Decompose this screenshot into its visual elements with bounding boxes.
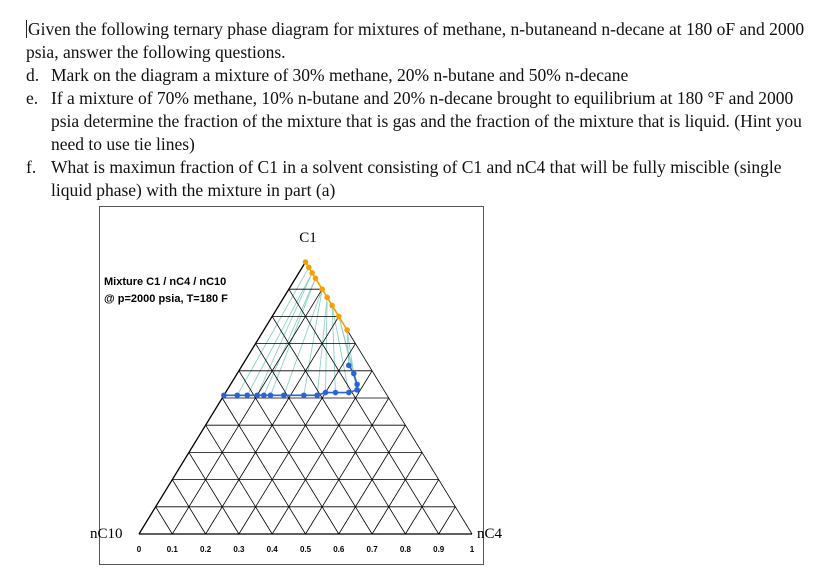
- tie-line: [264, 278, 316, 395]
- tick-label: 0.2: [200, 545, 212, 554]
- dew-point: [313, 276, 319, 282]
- tick-label: 0.9: [433, 545, 445, 554]
- item-label: f.: [26, 157, 37, 177]
- vertex-label-c1: C1: [299, 230, 317, 246]
- bubble-point: [333, 390, 339, 396]
- tick-label: 0.5: [299, 545, 312, 554]
- bubble-point: [323, 390, 329, 396]
- grid-line-nc10: [222, 398, 305, 534]
- bubble-point: [221, 392, 227, 398]
- bubble-point: [354, 382, 360, 388]
- bubble-point: [351, 371, 357, 377]
- grid-line-nc4: [172, 289, 322, 534]
- dew-point: [303, 259, 309, 265]
- tick-label: 0.1: [166, 545, 178, 554]
- tie-line: [247, 273, 312, 395]
- tick-label: 1: [469, 545, 475, 554]
- question-item-d: [26, 64, 806, 87]
- item-label: d.: [26, 65, 40, 85]
- tick-label: 0.4: [266, 545, 278, 554]
- question-text: [26, 18, 806, 202]
- dew-point: [336, 314, 342, 320]
- tie-line: [257, 273, 312, 395]
- grid-line-nc4: [239, 344, 356, 534]
- bubble-point: [268, 392, 274, 398]
- bubble-point: [301, 392, 307, 398]
- diagram-title-line1: Mixture C1 / nC4 / nC10: [104, 276, 227, 288]
- bubble-point: [281, 392, 287, 398]
- bubble-point-curve: [221, 363, 360, 399]
- dew-point: [306, 265, 312, 271]
- tick-label: 0.6: [333, 545, 345, 554]
- vertex-label-nc4: nC4: [477, 526, 503, 542]
- dew-point: [329, 303, 335, 309]
- tick-label: 0.3: [233, 545, 245, 554]
- dew-point: [319, 286, 325, 292]
- bubble-point: [354, 387, 360, 393]
- grid-line-nc4: [372, 452, 422, 534]
- grid-line-nc10: [289, 289, 439, 534]
- diagram-title-line2: @ p=2000 psia, T=180 F: [104, 293, 228, 305]
- tick-label: 0: [136, 545, 142, 554]
- question-item-f: [26, 156, 806, 202]
- question-item-e: [26, 87, 806, 156]
- ternary-diagram: [90, 207, 503, 564]
- tie-lines: [224, 262, 357, 395]
- tie-line: [237, 267, 309, 395]
- text-cursor: [26, 20, 27, 38]
- grid-line-nc4: [306, 398, 389, 534]
- bubble-point: [346, 363, 352, 369]
- bubble-point: [254, 392, 260, 398]
- tick-label: 0.7: [366, 545, 378, 554]
- item-text: If a mixture of 70% methane, 10% n-butane and 20% n-decane brought to equilibrium at 180 °F and 2000 psia determine the fraction of the mixture that is gas and the fraction of the mixture that is liquid. (Hint you need to use tie lines): [51, 88, 802, 154]
- dew-point: [324, 295, 330, 301]
- bubble-point: [261, 392, 267, 398]
- bubble-point: [314, 392, 320, 398]
- tick-label: 0.8: [399, 545, 411, 554]
- axis-tick-labels: [137, 545, 475, 554]
- item-text: What is maximun fraction of C1 in a solvent consisting of C1 and nC4 that will be fully miscible (single liquid phase) with the mixture in part (a): [51, 157, 782, 200]
- item-label: e.: [26, 88, 39, 108]
- grid-line-nc10: [156, 507, 173, 534]
- tie-line: [304, 289, 322, 395]
- bubble-point: [234, 392, 240, 398]
- grid-line-nc10: [189, 452, 239, 534]
- ternary-diagram-figure: [90, 206, 503, 565]
- bubble-point: [346, 390, 352, 396]
- dew-point: [309, 270, 315, 276]
- vertex-label-nc10: nC10: [90, 526, 123, 542]
- item-text: Mark on the diagram a mixture of 30% methane, 20% n-butane and 50% n-decane: [51, 65, 629, 85]
- question-intro: Given the following ternary phase diagram for mixtures of methane, n-butaneand n-decane at 180 oF and 2000 psia, answer the following questions.: [26, 19, 805, 62]
- grid-line-nc4: [439, 507, 456, 534]
- bubble-point: [244, 392, 250, 398]
- dew-point: [344, 327, 350, 333]
